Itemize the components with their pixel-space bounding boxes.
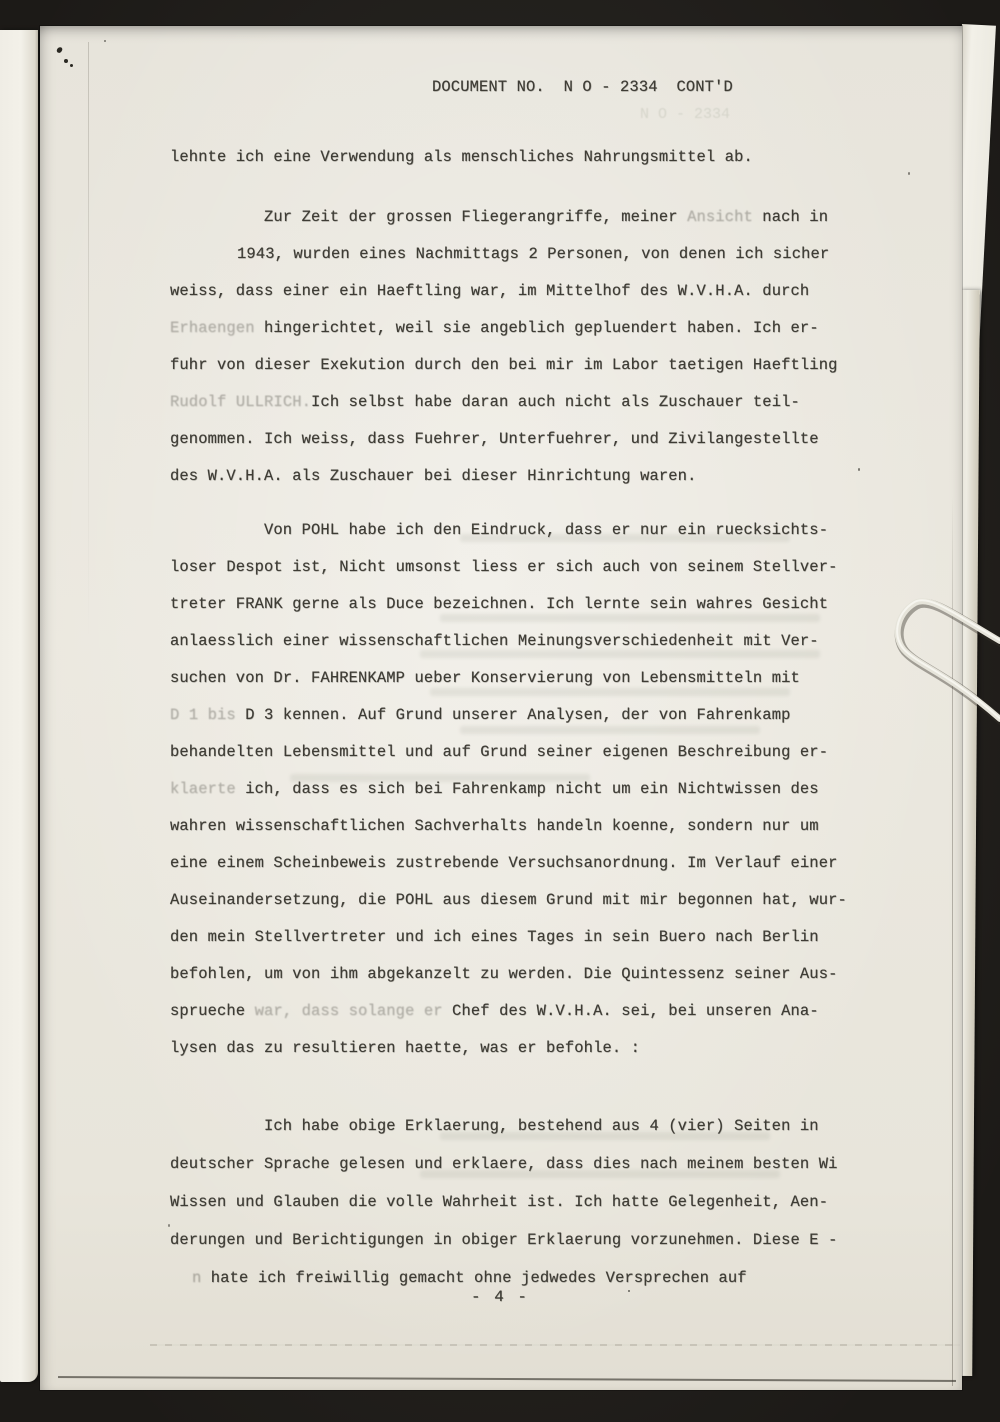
- text-line: [170, 965, 860, 1002]
- text-segment: treter FRANK gerne als Duce bezeichnen. Ich lernte sein wahres Gesicht: [170, 595, 829, 613]
- text-segment: hate ich freiwillig gemacht ohne jedwedes Versprechen auf: [201, 1269, 747, 1287]
- text-line: [170, 521, 860, 558]
- vertical-crease-line: [88, 42, 89, 642]
- document-header: DOCUMENT NO. N O - 2334 CONT'D: [432, 78, 733, 96]
- text-segment: deutscher Sprache gelesen und erklaere, dass dies nach meinem besten Wi: [170, 1155, 838, 1173]
- text-segment: D 1 bis: [170, 706, 236, 724]
- text-segment: wahren wissenschaftlichen Sachverhalts handeln koenne, sondern nur um: [170, 817, 819, 835]
- text-segment: D 3 kennen. Auf Grund unserer Analysen, der von Fahrenkamp: [235, 706, 791, 724]
- text-line: [170, 854, 860, 891]
- ink-speck: [908, 172, 910, 175]
- text-segment: ich, dass es sich bei Fahrenkamp nicht um ein Nichtwissen des: [235, 780, 819, 798]
- ink-speck: [70, 64, 73, 67]
- text-line: [170, 1193, 860, 1231]
- text-line: [170, 706, 860, 743]
- text-segment: hingerichtet, weil sie angeblich gepluendert haben. Ich er-: [254, 319, 819, 337]
- ghost-bleed-header: N O - 2334: [640, 106, 731, 123]
- paperclip-wire-graphic: [870, 553, 1000, 771]
- text-line: [170, 148, 860, 185]
- faint-horizontal-rule: [150, 1344, 960, 1346]
- text-segment: loser Despot ist, Nicht umsonst liess er sich auch von seinem Stellver-: [170, 558, 838, 576]
- ink-speck: [104, 40, 106, 42]
- text-segment: fuhr von dieser Exekution durch den bei mir im Labor taetigen Haeftling: [170, 356, 838, 374]
- text-segment: behandelten Lebensmittel und auf Grund seiner eigenen Beschreibung er-: [170, 743, 829, 761]
- text-segment: Ich selbst habe daran auch nicht als Zuschauer teil-: [311, 393, 800, 411]
- text-line: [170, 595, 860, 632]
- text-line: [170, 1231, 860, 1269]
- text-segment: klaerte: [170, 780, 236, 798]
- text-segment: eine einem Scheinbeweis zustrebende Versuchsanordnung. Im Verlauf einer: [170, 854, 838, 872]
- text-segment: anlaesslich einer wissenschaftlichen Meinungsverschiedenheit mit Ver-: [170, 632, 819, 650]
- text-line: [170, 928, 860, 965]
- text-line: [170, 1155, 860, 1193]
- text-line: [170, 467, 860, 504]
- text-segment: nach in: [752, 208, 829, 226]
- page-number: - 4 -: [470, 1288, 529, 1306]
- text-segment: Von POHL habe ich den Eindruck, dass er nur ein ruecksichts-: [264, 521, 829, 539]
- text-line: [170, 208, 860, 245]
- text-line: [170, 780, 860, 817]
- text-line: [170, 430, 860, 467]
- text-segment: Chef des W.V.H.A. sei, bei unseren Ana-: [442, 1002, 819, 1020]
- text-line: [170, 356, 860, 393]
- paragraph: [170, 1117, 860, 1307]
- text-segment: genommen. Ich weiss, dass Fuehrer, Unterfuehrer, und Zivilangestellte: [170, 430, 819, 448]
- text-line: [170, 817, 860, 854]
- ink-speck: [56, 46, 63, 54]
- text-segment: des W.V.H.A. als Zuschauer bei dieser Hinrichtung waren.: [170, 467, 697, 485]
- paragraph: [170, 148, 860, 185]
- paperclip: [870, 553, 1000, 771]
- text-segment: war, dass solange er: [254, 1002, 443, 1020]
- text-segment: suchen von Dr. FAHRENKAMP ueber Konservierung von Lebensmitteln mit: [170, 669, 800, 687]
- ink-speck: [64, 59, 68, 63]
- document-body: [170, 148, 860, 1307]
- text-line: [170, 558, 860, 595]
- text-segment: 1943, wurden eines Nachmittags 2 Personen, von denen ich sicher: [237, 245, 830, 263]
- underlying-page-edge-left: [0, 30, 38, 1382]
- text-segment: lysen das zu resultieren haette, was er befohle. :: [170, 1039, 641, 1057]
- paragraph: [170, 521, 860, 1076]
- text-segment: Wissen und Glauben die volle Wahrheit ist. Ich hatte Gelegenheit, Aen-: [170, 1193, 829, 1211]
- paragraph: [170, 208, 860, 504]
- text-line: [170, 1117, 860, 1155]
- text-segment: Erhaengen: [170, 319, 255, 337]
- text-segment: weiss, dass einer ein Haeftling war, im Mittelhof des W.V.H.A. durch: [170, 282, 810, 300]
- text-segment: Ich habe obige Erklaerung, bestehend aus 4 (vier) Seiten in: [264, 1117, 819, 1135]
- text-line: [170, 282, 860, 319]
- text-segment: Zur Zeit der grossen Fliegerangriffe, meiner: [264, 208, 688, 226]
- text-line: [170, 319, 860, 356]
- text-line: [170, 891, 860, 928]
- text-segment: lehnte ich eine Verwendung als menschliches Nahrungsmittel ab.: [170, 148, 753, 166]
- document-page: [40, 26, 962, 1390]
- text-segment: n: [192, 1269, 202, 1287]
- text-segment: den mein Stellvertreter und ich eines Tages in sein Buero nach Berlin: [170, 928, 819, 946]
- text-line: [170, 632, 860, 669]
- text-segment: derungen und Berichtigungen in obiger Erklaerung vorzunehmen. Diese E -: [170, 1231, 838, 1249]
- text-segment: sprueche: [170, 1002, 255, 1020]
- text-segment: Ansicht: [687, 208, 753, 226]
- text-segment: Auseinandersetzung, die POHL aus diesem Grund mit mir begonnen hat, wur-: [170, 891, 847, 909]
- text-segment: befohlen, um von ihm abgekanzelt zu werden. Die Quintessenz seiner Aus-: [170, 965, 838, 983]
- text-line: [170, 669, 860, 706]
- text-line: [170, 245, 860, 282]
- text-line: [170, 1039, 860, 1076]
- text-line: [170, 1002, 860, 1039]
- page-bottom-edge-line: [58, 1376, 956, 1382]
- text-segment: Rudolf ULLRICH.: [170, 393, 312, 411]
- text-line: [170, 743, 860, 780]
- text-line: [170, 393, 860, 430]
